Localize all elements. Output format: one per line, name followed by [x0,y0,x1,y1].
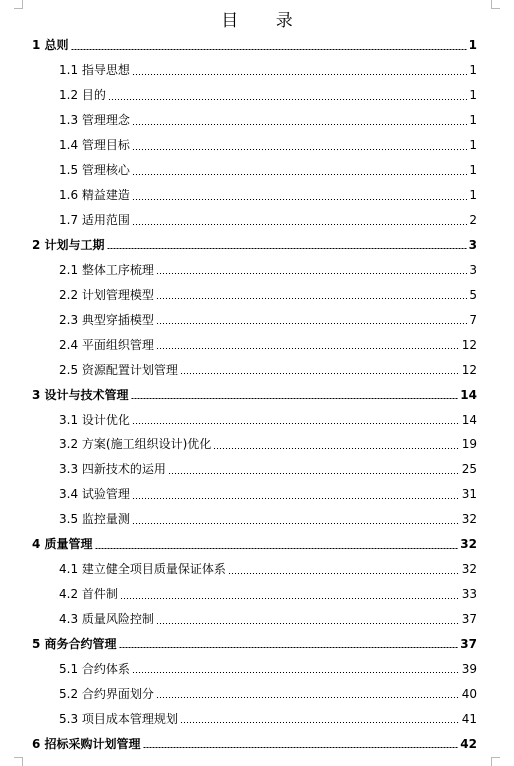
toc-page-number: 19 [461,437,477,452]
toc-section-entry[interactable] [0,208,514,233]
toc-page-number: 1 [469,163,477,178]
toc-entry-label: 5.3 项目成本管理规划 [59,711,178,726]
toc-section-entry[interactable] [0,706,514,731]
toc-dot-leader [143,747,459,748]
toc-page-number: 2 [469,213,477,228]
toc-dot-leader [107,248,467,249]
toc-section-entry[interactable] [0,681,514,706]
toc-dot-leader [131,398,459,399]
toc-entry-label: 3.2 方案(施工组织设计)优化 [59,437,212,452]
toc-page-number: 5 [469,287,477,302]
toc-entry-label: 1 总则 [32,38,69,53]
toc-dot-leader [156,697,460,698]
toc-dot-leader [132,149,467,150]
toc-entry-label: 3 设计与技术管理 [32,387,129,402]
toc-dot-leader [132,199,467,200]
toc-section-entry[interactable] [0,457,514,482]
toc-dot-leader [168,473,460,474]
toc-entry-label: 5.2 合约界面划分 [59,686,154,701]
toc-page-number: 1 [469,188,477,203]
toc-dot-leader [132,224,467,225]
toc-dot-leader [156,323,467,324]
toc-entry-label: 1.4 管理目标 [59,138,130,153]
toc-page-number: 31 [461,487,477,502]
toc-dot-leader [156,348,460,349]
toc-dot-leader [132,523,460,524]
toc-dot-leader [132,423,460,424]
toc-page-number: 1 [469,113,477,128]
toc-section-entry[interactable] [0,357,514,382]
toc-dot-leader [132,672,460,673]
toc-page-number: 14 [461,412,477,427]
toc-dot-leader [95,548,459,549]
toc-section-entry[interactable] [0,482,514,507]
toc-section-entry[interactable] [0,656,514,681]
toc-page-number: 12 [461,362,477,377]
toc-entry-label: 2.4 平面组织管理 [59,337,154,352]
toc-dot-leader [213,448,459,449]
toc-dot-leader [108,99,467,100]
toc-entry-label: 1.6 精益建造 [59,188,130,203]
toc-entry-label: 4.1 建立健全项目质量保证体系 [59,562,226,577]
toc-entry-label: 2.2 计划管理模型 [59,287,154,302]
toc-chapter-entry[interactable] [0,233,514,258]
toc-page-number: 3 [468,237,477,252]
toc-dot-leader [156,623,460,624]
toc-dot-leader [120,598,460,599]
toc-section-entry[interactable] [0,432,514,457]
toc-section-entry[interactable] [0,407,514,432]
toc-entry-label: 5.1 合约体系 [59,661,130,676]
toc-page-number: 7 [469,312,477,327]
toc-page-number: 42 [460,736,477,751]
toc-chapter-entry[interactable] [0,632,514,657]
toc-dot-leader [156,298,467,299]
toc-section-entry[interactable] [0,332,514,357]
toc-section-entry[interactable] [0,582,514,607]
toc-entry-label: 2.3 典型穿插模型 [59,312,154,327]
toc-dot-leader [132,124,467,125]
toc-title: 目 录 [221,11,309,31]
toc-section-entry[interactable] [0,607,514,632]
toc-chapter-entry[interactable] [0,382,514,407]
crop-mark-bottom-right [491,757,500,766]
toc-page-number: 1 [469,138,477,153]
toc-page-number: 1 [469,63,477,78]
toc-page-number: 37 [461,612,477,627]
toc-page-number: 37 [460,636,477,651]
toc-page-number: 32 [460,537,477,552]
toc-entry-label: 6 招标采购计划管理 [32,736,141,751]
toc-section-entry[interactable] [0,282,514,307]
toc-section-entry[interactable] [0,158,514,183]
toc-section-entry[interactable] [0,257,514,282]
toc-entry-label: 1.2 目的 [59,88,106,103]
toc-dot-leader [156,273,467,274]
toc-entry-label: 3.3 四新技术的运用 [59,462,166,477]
toc-entry-label: 2 计划与工期 [32,237,105,252]
toc-section-entry[interactable] [0,58,514,83]
toc-chapter-entry[interactable] [0,731,514,756]
toc-page-number: 33 [461,587,477,602]
toc-page-number: 32 [461,562,477,577]
toc-page-number: 3 [469,262,477,277]
toc-section-entry[interactable] [0,83,514,108]
toc-dot-leader [119,647,459,648]
toc-dot-leader [132,174,467,175]
toc-section-entry[interactable] [0,108,514,133]
toc-page-number: 39 [461,661,477,676]
toc-entry-label: 1.7 适用范围 [59,213,130,228]
toc-page-number: 1 [468,38,477,53]
toc-page-number: 12 [461,337,477,352]
toc-dot-leader [71,49,467,50]
toc-entry-label: 2.1 整体工序梳理 [59,262,154,277]
toc-entry-label: 1.3 管理理念 [59,113,130,128]
toc-section-entry[interactable] [0,507,514,532]
toc-dot-leader [132,498,460,499]
toc-page-number: 41 [461,711,477,726]
toc-entry-label: 4.3 质量风险控制 [59,612,154,627]
toc-page-number: 14 [460,387,477,402]
toc-page-number: 32 [461,512,477,527]
toc-page-number: 25 [461,462,477,477]
toc-chapter-entry[interactable] [0,532,514,557]
toc-section-entry[interactable] [0,133,514,158]
toc-entry-label: 1.1 指导思想 [59,63,130,78]
toc-chapter-entry[interactable] [0,33,514,58]
toc-entry-label: 4.2 首件制 [59,587,118,602]
toc-section-entry[interactable] [0,183,514,208]
toc-entry-label: 3.5 监控量测 [59,512,130,527]
table-of-contents [0,33,514,756]
crop-mark-bottom-left [14,757,23,766]
toc-section-entry[interactable] [0,557,514,582]
toc-page-number: 40 [461,686,477,701]
toc-entry-label: 3.4 试验管理 [59,487,130,502]
toc-entry-label: 2.5 资源配置计划管理 [59,362,178,377]
toc-entry-label: 4 质量管理 [32,537,93,552]
toc-entry-label: 5 商务合约管理 [32,636,117,651]
toc-section-entry[interactable] [0,307,514,332]
toc-entry-label: 3.1 设计优化 [59,412,130,427]
toc-dot-leader [180,722,460,723]
toc-dot-leader [228,573,460,574]
toc-entry-label: 1.5 管理核心 [59,163,130,178]
toc-page-number: 1 [469,88,477,103]
toc-dot-leader [180,373,460,374]
toc-dot-leader [132,74,467,75]
